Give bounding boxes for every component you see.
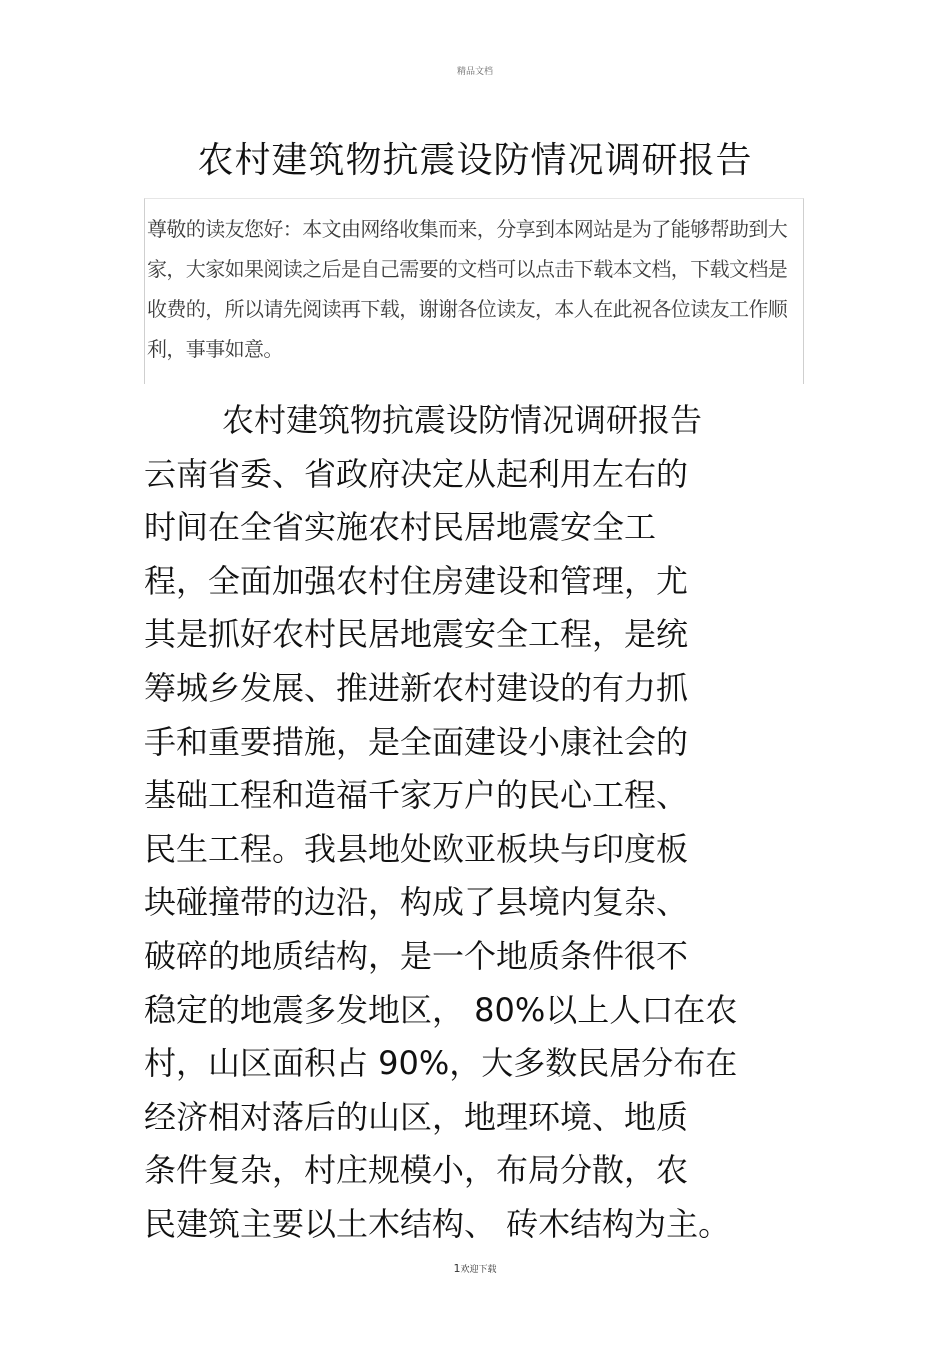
body-line: 民建筑主要以土木结构、 砖木结构为主。 [144,1204,731,1243]
header-note: 精品文档 [456,67,493,77]
body-line: 手和重要措施，是全面建设小康社会的 [144,722,689,761]
page-number: 1 [453,1262,461,1275]
body-line: 块碰撞带的边沿，构成了县境内复杂、 [144,883,689,922]
document-title: 农村建筑物抗震设防情况调研报告 [197,140,753,181]
body-line: 破碎的地质结构，是一个地质条件很不 [144,936,689,975]
body-line: 经济相对落后的山区，地理环境、地质 [144,1097,689,1136]
footer-note: 欢迎下载 [460,1265,497,1275]
body-line: 筹城乡发展、推进新农村建设的有力抓 [144,668,689,707]
body-line: 村，山区面积占 90%，大多数民居分布在 [144,1044,738,1083]
body-line: 时间在全省实施农村民居地震安全工 [144,508,657,547]
body-line: 民生工程。我县地处欧亚板块与印度板 [144,829,689,868]
notice-box [144,198,804,384]
page-footer [0,1262,950,1275]
notice-text: 尊敬的读友您好：本文由网络收集而来，分享到本网站是为了能够帮助到大家，大家如果阅读之后是自己需要的文档可以点击下载本文档，下载文档是收费的，所以请先阅读再下载，谢谢各位读友，本人在此祝各位读友工作顺利，事事如意。 [147,217,788,361]
body-line: 稳定的地震多发地区， 80%以上人口在农 [144,990,738,1029]
body-line: 程，全面加强农村住房建设和管理，尤 [144,561,689,600]
body-line: 基础工程和造福千家万户的民心工程、 [144,776,689,815]
body-line: 条件复杂，村庄规模小，布局分散，农 [144,1151,689,1190]
body-line: 农村建筑物抗震设防情况调研报告 [222,401,703,439]
body-text [144,394,804,1252]
body-line: 云南省委、省政府决定从起利用左右的 [144,454,689,493]
body-line: 其是抓好农村民居地震安全工程，是统 [144,615,689,654]
